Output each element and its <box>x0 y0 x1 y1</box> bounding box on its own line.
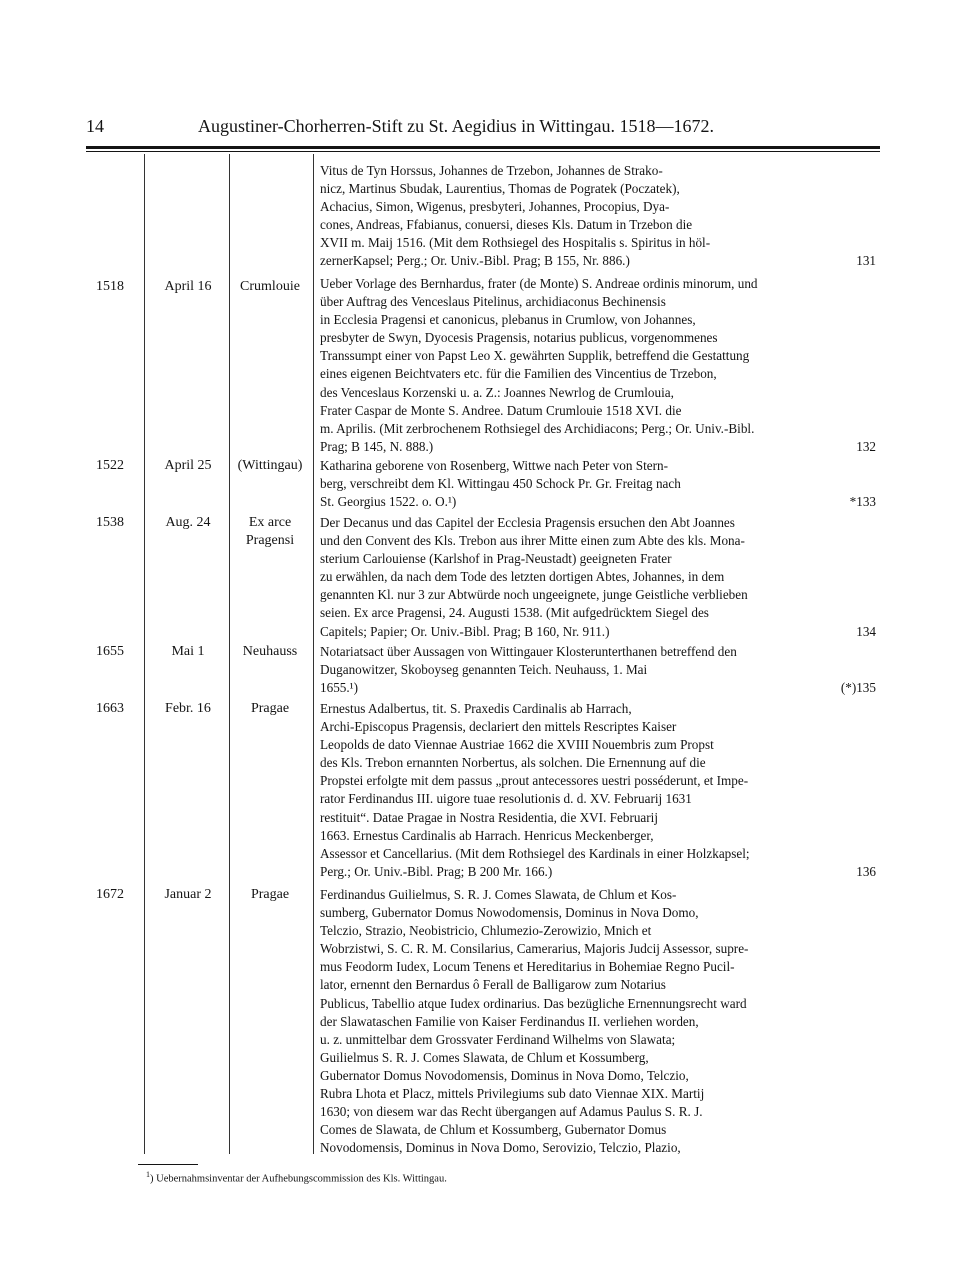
entry-number: 132 <box>856 438 876 454</box>
entry-year: 1663 <box>96 701 124 716</box>
page-header <box>86 116 880 140</box>
entry-text: Ernestus Adalbertus, tit. S. Praxedis Cardinalis ab Harrach, Archi-Episcopus Pragensis, declariert den mittels Rescriptes Kaiser Leopolds de dato Viennae Austriae 1662 die XVIII Nouembris zum Propst des Kls. Trebon ernannten Norbertus, als solchen. Die Ernennung auf die Propstei erfolgte mit dem passus „prout antecessores uestri posséderunt, et Impe- rator Ferdinandus III. uigore tuae resolutionis d. d. XV. Februarij 1631 restituit“. Datae Pragae in Nostra Residentia, die XVI. Februarij 1663. Ernestus Cardinalis ab Harrach. Henricus Meckenberger, Assessor et Cancellarius. (Mit dem Rothsiegel des Kardinals in einer Holzkapsel; Perg.; Or. Univ.-Bibl. Prag; B 200 Mr. 166.) <box>320 701 750 879</box>
entry-text-block <box>320 700 876 881</box>
entry-date: Mai 1 <box>171 644 205 659</box>
footnote-rule <box>138 1164 198 1165</box>
entry-place: Ex arce Pragensi <box>245 515 295 548</box>
entry-date: Januar 2 <box>164 887 212 902</box>
footnote <box>146 1170 447 1185</box>
entry-number: *133 <box>849 494 876 510</box>
footnote-marker: 1 <box>146 1170 150 1179</box>
entry-place: Pragae <box>250 701 290 716</box>
entry-text-block <box>320 457 876 511</box>
entry-year: 1655 <box>96 644 124 659</box>
running-title: Augustiner-Chorherren-Stift zu St. Aegidius in Wittingau. 1518—1672. <box>198 116 715 136</box>
entry-text-block <box>320 275 876 456</box>
column-divider-date-place <box>229 154 230 1154</box>
entry-text: Vitus de Tyn Horssus, Johannes de Trzebon, Johannes de Strako- nicz, Martinus Sbudak, Laurentius, Thomas de Pogratek (Poczatek), Achacius, Simon, Wigenus, presbyteri, Johannes, Procopius, Dya- cones, Andreas, Ffabianus, conuersi, dieses Kls. Datum in Trzebon die XVII m. Maij 1516. (Mit dem Rothsiegel des Hospitalis s. Spiritus in höl- zernerKapsel; Perg.; Or. Univ.-Bibl. Prag; B 155, Nr. 886.) <box>320 163 711 269</box>
entry-number: 131 <box>856 253 876 269</box>
page-number: 14 <box>86 116 104 136</box>
entry-year: 1518 <box>96 279 124 294</box>
footnote-text: ) Uebernahmsinventar der Aufhebungscommission des Kls. Wittingau. <box>150 1173 447 1185</box>
entry-text-block <box>320 886 876 1157</box>
entry-year: 1672 <box>96 887 124 902</box>
entry-number: 136 <box>856 863 876 879</box>
entry-year: 1522 <box>96 458 124 473</box>
entry-place: (Wittingau) <box>237 458 303 473</box>
entry-text-block <box>320 514 876 641</box>
entry-text: Ferdinandus Guilielmus, S. R. J. Comes Slawata, de Chlum et Kos- sumberg, Gubernator Domus Nowodomensis, Dominus in Nova Domo, Telczio, Strazio, Neobistricio, Chlumezio-Zerowizio, Mnich et Wobrzistwi, S. C. R. M. Consilarius, Camerarius, Majoris Judcij Assessor, supre- mus Feodorm Iudex, Locum Tenens et Hereditarius in Bohemiae Regno Pucil- lator, ernennt den Bernardus ô Ferall de Balligarow zum Notarius Publicus, Tabellio atque Iudex ordinarius. Das bezügliche Ernennungsrecht ward der Slawataschen Familie von Kaiser Ferdinandus II. verliehen worden, u. z. unmittelbar dem Grossvater Ferdinand Wilhelms von Slawata; Guilielmus S. R. J. Comes Slawata, de Chlum et Kossumberg, Gubernator Domus Novodomensis, Dominus in Nova Domo, Telczio, Rubra Lhota et Placz, mittels Privilegiums sub dato Viennae XIX. Martij 1630; von diesem war das Recht übergangen auf Adamus Paulus S. R. J. Comes de Slawata, de Chlum et Kossumberg, Gubernator Domus Novodomensis, Dominus in Nova Domo, Serovizio, Telczio, Plazio, <box>320 887 749 1156</box>
entry-text: Notariatsact über Aussagen von Wittingauer Klosterunterthanen betreffend den Duganowitzer, Skoboyseg genannten Teich. Neuhauss, 1. Mai 1655.¹) <box>320 644 737 696</box>
entry-text: Der Decanus und das Capitel der Ecclesia Pragensis ersuchen den Abt Joannes und den Convent des Kls. Trebon aus ihrer Mitte einen zum Abte des kls. Mona- sterium Carlouiense (Karlshof in Prag-Neustadt) geeigneten Frater zu erwählen, da nach dem Tode des letzten dortigen Abtes, Johannes, in dem genannten Kl. nur 3 zur Abtwürde noch ungeeignete, junge Geistliche verblieben seien. Ex arce Pragensi, 24. Augusti 1538. (Mit aufgedrücktem Siegel des Capitels; Papier; Or. Univ.-Bibl. Prag; B 160, Nr. 911.) <box>320 515 748 639</box>
entry-text-block <box>320 643 876 697</box>
entry-number: 134 <box>856 623 876 639</box>
column-divider-year-date <box>144 154 145 1154</box>
entry-text: Ueber Vorlage des Bernhardus, frater (de Monte) S. Andreae ordinis minorum, und über Auftrag des Venceslaus Pitelinus, archidiaconus Bechinensis in Ecclesia Pragensi et canonicus, plebanus in Crumlow, von Johannes, presbyter de Swyn, Dyocesis Pragensis, notarius publicus, vorgenommenes Transsumpt einer von Papst Leo X. gewährten Supplik, betreffend die Gestattung eines eigenen Beichtvaters etc. für die Familien des Vincentius de Trzebon, des Venceslaus Korzenski u. a. Z.: Joannes Newrlog de Crumlouia, Frater Caspar de Monte S. Andree. Datum Crumlouie 1518 XVI. die m. Aprilis. (Mit zerbrochenem Rothsiegel des Archidiacons; Perg.; Or. Univ.-Bibl. Prag; B 145, N. 888.) <box>320 276 758 454</box>
entry-date: April 25 <box>164 458 212 473</box>
entry-year: 1538 <box>96 515 124 530</box>
entry-number: (*)135 <box>840 680 876 696</box>
entry-place: Neuhauss <box>242 644 298 659</box>
header-rule <box>86 146 880 149</box>
entry-place: Pragae <box>250 887 290 902</box>
header-rule-thin <box>86 151 880 152</box>
entry-date: Febr. 16 <box>165 701 211 716</box>
entry-date: Aug. 24 <box>165 515 211 530</box>
entry-text: Katharina geborene von Rosenberg, Wittwe nach Peter von Stern- berg, verschreibt dem Kl. Wittingau 450 Schock Pr. Gr. Freitag nach St. Georgius 1522. o. O.¹) <box>320 458 681 510</box>
entry-text-block <box>320 162 876 271</box>
entry-date: April 16 <box>164 279 212 294</box>
entry-place: Crumlouie <box>240 279 300 294</box>
column-divider-place-text <box>313 154 314 1154</box>
